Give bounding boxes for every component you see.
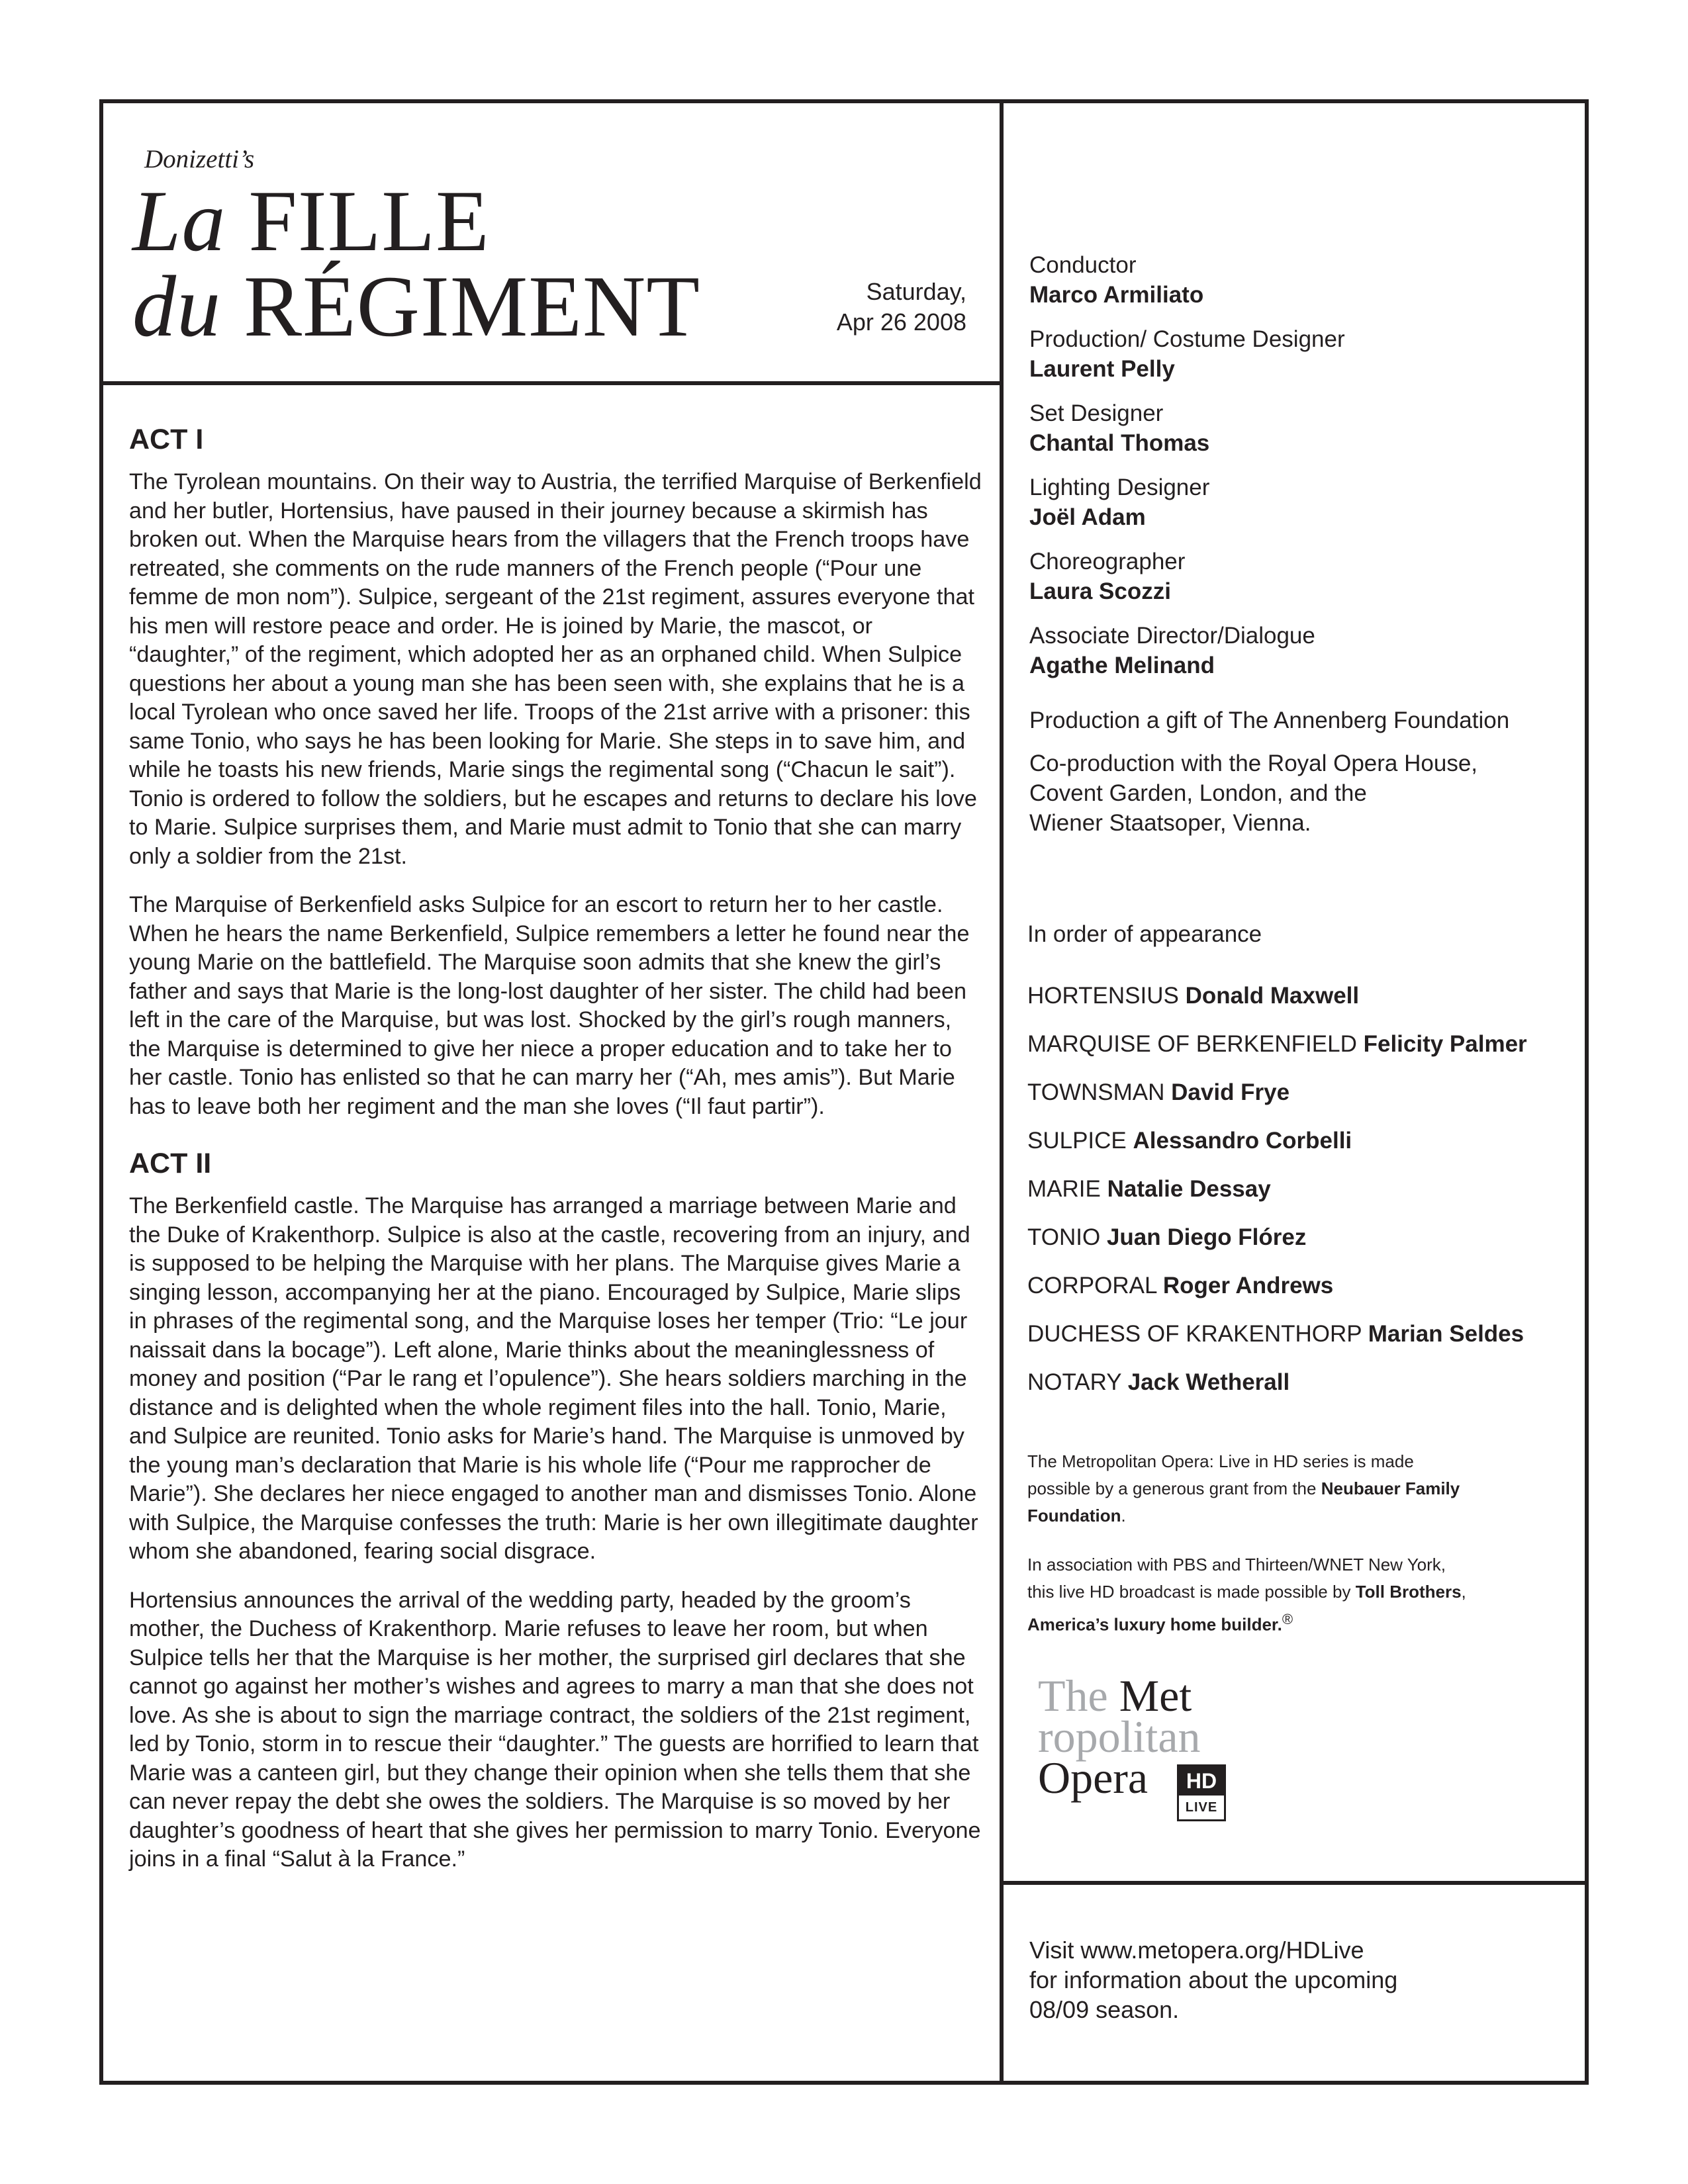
production-gift-note: Production a gift of The Annenberg Foundation xyxy=(1029,707,1510,733)
credit-choreographer: Choreographer Laura Scozzi xyxy=(1029,549,1186,604)
composer-name: Donizetti’s xyxy=(144,145,255,173)
title-divider xyxy=(99,381,1004,385)
sponsor-note-neubauer: The Metropolitan Opera: Live in HD series is made possible by a generous grant from the Neubauer Family Foundation. xyxy=(1027,1451,1460,1525)
cast-row: CORPORAL Roger Andrews xyxy=(1027,1273,1334,1298)
act2-heading: ACT II xyxy=(129,1148,212,1179)
cast-row: SULPICE Alessandro Corbelli xyxy=(1027,1128,1352,1154)
act1-heading: ACT I xyxy=(129,424,204,455)
cast-list xyxy=(1027,981,1527,1416)
act2-paragraph-1: The Berkenfield castle. The Marquise has arranged a marriage between Marie and the Duke of Krakenthorp. Sulpice is also at the castle, recovering from an injury, and is supposed to be helping the Marquise with her plans. The Marquise gives Marie a singing lesson, accompanying her at the piano. Encouraged by Sulpice, Marie slips in phrases of the regimental song, and the Marquise loses her temper (Trio: “Le jour naissait dans la bocage”). Left alone, Marie thinks about the meaninglessness of money and position (“Par le rang et l’opulence”). She hears soldiers marching in the distance and is delighted when the whole regiment files into the hall. Tonio, Marie, and Sulpice are reunited. Tonio asks for Marie’s hand. The Marquise is unmoved by the young man’s declaration that Marie is his whole life (“Pour me rapprocher de Marie”). She declares her niece engaged to another man and dismisses Tonio. Alone with Sulpice, the Marquise confesses the truth: Marie is her own illegitimate daughter whom she abandoned, fearing social disgrace. xyxy=(129,1193,978,1564)
act2-paragraph-2: Hortensius announces the arrival of the wedding party, headed by the groom’s mother, the Duchess of Krakenthorp. Marie refuses to leave her room, but when Sulpice tells her that the Marquise is her mother, the surprised girl declares that she cannot go against her mother’s wishes and agrees to marry a man that she does not love. As she is about to sign the marriage contract, the soldiers of the 21st regiment, led by Tonio, storm in to rescue their “daughter.” The guests are horrified to learn that Marie was a canteen girl, but they change their opinion when she tells them that she can never repay the debt she owes the soldiers. The Marquise is so moved by her daughter’s goodness of heart that she gives her permission to marry Tonio. Everyone joins in a final “Salut à la France.” xyxy=(129,1587,981,1872)
credit-associate-director: Associate Director/Dialogue Agathe Melinand xyxy=(1029,623,1315,678)
credits xyxy=(1029,250,1572,838)
metopera-link[interactable]: www.metopera.org/HDLive xyxy=(1080,1936,1364,1964)
credit-production-designer: Production/ Costume Designer Laurent Pelly xyxy=(1029,326,1345,382)
column-divider xyxy=(1000,99,1004,2085)
sponsor-note-toll-brothers: In association with PBS and Thirteen/WNET New York, this live HD broadcast is made possible by Toll Brothers, America’s luxury home builder.® xyxy=(1027,1555,1466,1635)
credit-set-designer: Set Designer Chantal Thomas xyxy=(1029,400,1210,456)
cast-row: NOTARY Jack Wetherall xyxy=(1027,1369,1290,1395)
act1-paragraph-2: The Marquise of Berkenfield asks Sulpice for an escort to return her to her castle. When he hears the name Berkenfield, Sulpice remembers a letter he found near the young Marie on the battlefield. The Marquise soon admits that she knew the girl’s father and says that Marie is the long-lost daughter of her sister. The child had been left in the care of the Marquise, but was lost. Shocked by the girl’s rough manners, the Marquise is determined to give her niece a proper education and to take her to her castle. Tonio has enlisted so that he can marry her (“Ah, mes amis”). But Marie has to leave both her regiment and the man she loves (“Il faut partir”). xyxy=(129,892,970,1119)
visit-divider xyxy=(1000,1881,1589,1885)
met-opera-hd-logo: The Met ropolitan Opera HD LIVE xyxy=(1038,1673,1316,1845)
act1-paragraph-1: The Tyrolean mountains. On their way to Austria, the terrified Marquise of Berkenfield and her butler, Hortensius, have paused in their journey because a skirmish has broken out. When the Marquise hears from the villagers that the French troops have retreated, she comments on the rude manners of the French people (“Pour une femme de mon nom”). Sulpice, sergeant of the 21st regiment, assures everyone that his men will restore peace and order. He is joined by Marie, the mascot, or “daughter,” of the regiment, which adopted her as an orphaned child. When Sulpice questions her about a young man she has been seen with, she explains that he is a local Tyrolean who once saved her life. Troops of the 21st arrive with a prisoner: this same Tonio, who says he has been looking for Marie. She steps in to save him, and while he toasts his new friends, Marie sings the regimental song (“Chacun le sait”). Tonio is ordered to follow the soldiers, but he escapes and returns to declare his love to Marie. Sulpice surprises them, and Marie must admit to Tonio that she can marry only a soldier from the 21st. xyxy=(129,469,982,869)
cast-row: DUCHESS OF KRAKENTHORP Marian Seldes xyxy=(1027,1321,1524,1347)
credit-lighting-designer: Lighting Designer Joël Adam xyxy=(1029,475,1210,530)
synopsis xyxy=(129,424,983,1894)
cast-row: MARIE Natalie Dessay xyxy=(1027,1176,1271,1202)
coproduction-note: Co-production with the Royal Opera House, Covent Garden, London, and the Wiener Staatsoper, Vienna. xyxy=(1029,751,1478,836)
opera-title-line1: La FILLE xyxy=(132,172,490,269)
cast-row: TONIO Juan Diego Flórez xyxy=(1027,1224,1307,1250)
cast-row: TOWNSMAN David Frye xyxy=(1027,1079,1290,1105)
cast-row: HORTENSIUS Donald Maxwell xyxy=(1027,983,1360,1009)
performance-date: Saturday, Apr 26 2008 xyxy=(836,278,966,336)
credit-conductor: Conductor Marco Armiliato xyxy=(1029,252,1204,308)
visit-website-note: Visit www.metopera.org/HDLive for information about the upcoming 08/09 season. xyxy=(1029,1936,1398,2023)
appearance-heading: In order of appearance xyxy=(1027,921,1262,947)
hd-live-badge: HD LIVE xyxy=(1177,1764,1226,1821)
opera-title-line2: du RÉGIMENT xyxy=(132,257,700,355)
cast-row: MARQUISE OF BERKENFIELD Felicity Palmer xyxy=(1027,1031,1527,1057)
